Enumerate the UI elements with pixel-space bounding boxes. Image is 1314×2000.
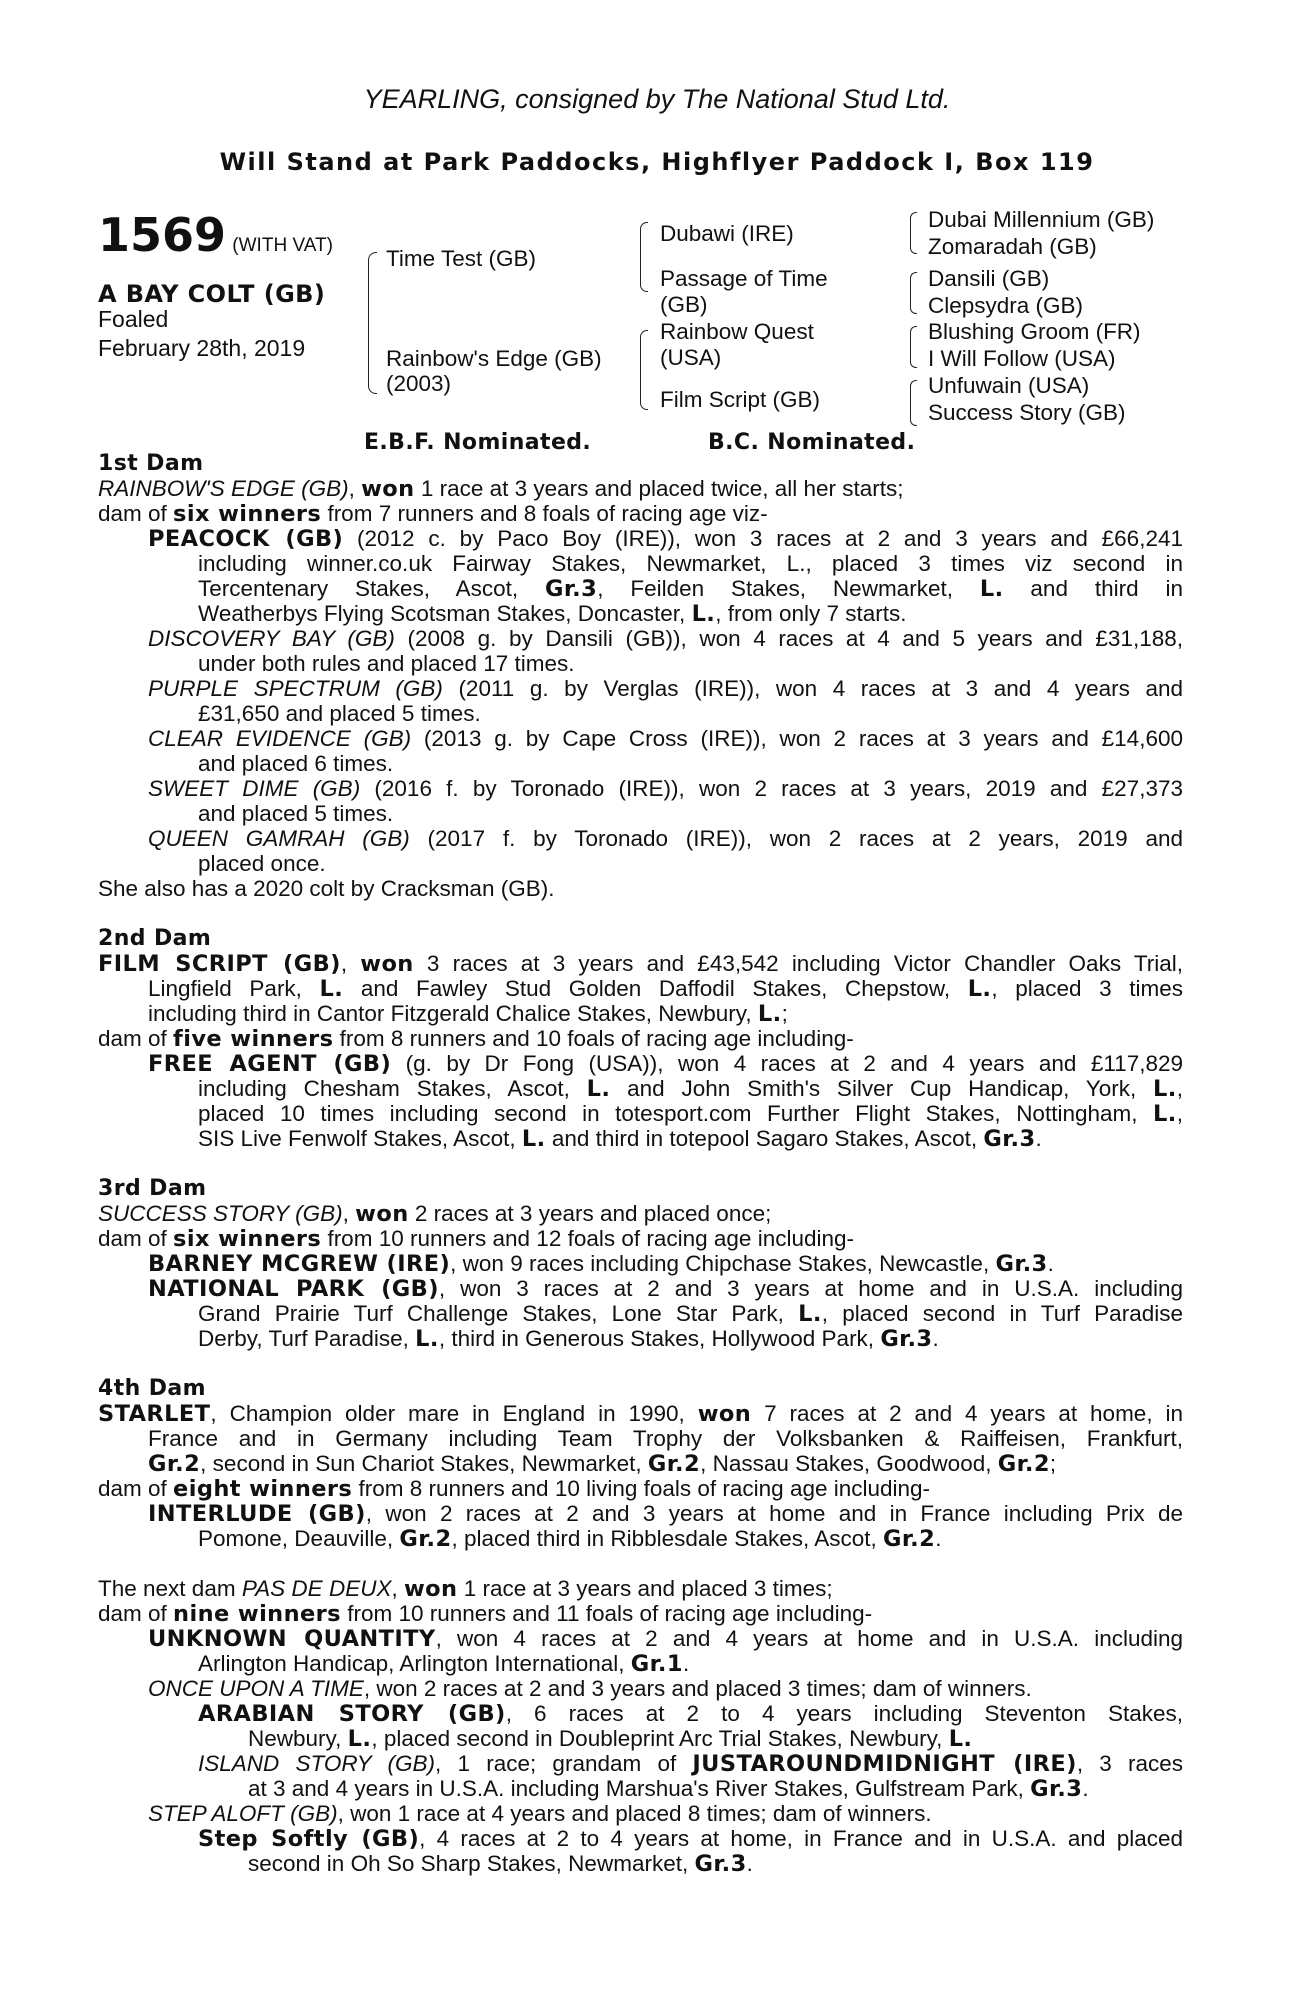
produce-detail: and placed 5 times.: [198, 801, 394, 826]
text: dam of: [98, 501, 174, 526]
dam-line2: (2003): [386, 371, 452, 396]
won-label: won: [697, 1401, 752, 1426]
text: .: [935, 1526, 942, 1551]
text: , Champion older mare in England in 1990,: [210, 1401, 698, 1426]
grade: Gr.2: [997, 1451, 1050, 1477]
text: including third in Cantor Fitzgerald Chalice Stakes, Newbury,: [148, 1001, 758, 1026]
dam-dam-dam: Success Story (GB): [928, 400, 1126, 425]
dam-record-line: [98, 1576, 833, 1601]
text: (g. by Dr Fong (USA)), won 4 races at 2 and 4 years and £117,829: [391, 1051, 1183, 1076]
text: from 10 runners and 11 foals of racing age including-: [340, 1601, 873, 1626]
text: dam of: [98, 1476, 174, 1501]
horse-name: SWEET DIME (GB): [148, 776, 361, 801]
text: ,: [1176, 1076, 1183, 1101]
won-label: won: [403, 1576, 458, 1602]
dam-name: SUCCESS STORY (GB): [98, 1201, 343, 1226]
produce-detail: [248, 1851, 753, 1876]
grade: Gr.3: [1030, 1776, 1083, 1802]
produce-island-story: [198, 1751, 1183, 1776]
location-line: Will Stand at Park Paddocks, Highflyer Paddock I, Box 119: [219, 148, 1095, 176]
grade: L.: [415, 1326, 439, 1352]
text: .: [746, 1851, 753, 1876]
text: 7 races at 2 and 4 years at home, in: [751, 1401, 1183, 1426]
text: Weatherbys Flying Scotsman Stakes, Doncaster,: [198, 601, 692, 626]
text: and Fawley Stud Golden Daffodil Stakes, Chepstow,: [343, 976, 968, 1001]
sire: Time Test (GB): [386, 246, 537, 271]
text: dam of: [98, 1026, 174, 1051]
grade: L.: [967, 976, 992, 1001]
dam-sire-sire: Blushing Groom (FR): [928, 319, 1141, 344]
text: .: [1082, 1776, 1089, 1801]
text: , placed second in Turf Paradise: [821, 1301, 1183, 1326]
dam-sire-line1: Rainbow Quest: [660, 319, 814, 344]
text: ;: [781, 1001, 788, 1026]
text: (2012 c. by Paco Boy (IRE)), won 3 races at 2 and 3 years and £66,241: [343, 526, 1183, 551]
sire-sire-dam: Zomaradah (GB): [928, 234, 1097, 259]
text: Tercentenary Stakes, Ascot,: [198, 576, 546, 601]
sire-dam-dam: Clepsydra (GB): [928, 293, 1084, 318]
grade: Gr.2: [647, 1451, 701, 1477]
horse-name: PURPLE SPECTRUM (GB): [148, 676, 443, 701]
grade: L.: [948, 1726, 973, 1752]
text: second in Oh So Sharp Stakes, Newmarket,: [248, 1851, 695, 1876]
won-label: won: [360, 951, 414, 976]
text: ,: [342, 1201, 356, 1226]
ebf-nominated: E.B.F. Nominated.: [364, 430, 592, 455]
text: , from only 7 starts.: [715, 601, 907, 626]
grade: Gr.1: [630, 1651, 683, 1677]
fourth-dam-heading: 4th Dam: [98, 1376, 206, 1401]
text: (2008 g. by Dansili (GB)), won 4 races at 4 and 5 years and £31,188,: [394, 626, 1183, 651]
text: SIS Live Fenwolf Stakes, Ascot,: [198, 1126, 522, 1151]
text: (2013 g. by Cape Cross (IRE)), won 2 races at 3 years and £14,600: [411, 726, 1183, 751]
third-dam-heading: 3rd Dam: [98, 1176, 207, 1201]
produce-detail: including winner.co.uk Fairway Stakes, Newmarket, L., placed 3 times viz second in: [198, 551, 1183, 576]
horse-name: QUEEN GAMRAH (GB): [148, 826, 410, 851]
dam-dam-sire: Unfuwain (USA): [928, 373, 1090, 398]
foaled-date: February 28th, 2019: [98, 335, 306, 361]
produce-detail: [248, 1726, 972, 1751]
dam-dam: Film Script (GB): [660, 387, 820, 412]
dam-line1: Rainbow's Edge (GB): [386, 346, 602, 371]
grade: Gr.2: [148, 1451, 201, 1477]
text: ,: [391, 1576, 404, 1601]
sire-sire-sire: Dubai Millennium (GB): [928, 207, 1155, 232]
text: and John Smith's Silver Cup Handicap, York,: [610, 1076, 1154, 1101]
vat-label: (WITH VAT): [232, 235, 333, 256]
text: Derby, Turf Paradise,: [198, 1326, 416, 1351]
text: , placed second in Doubleprint Arc Trial Stakes, Newbury,: [371, 1726, 949, 1751]
text: Newbury,: [248, 1726, 348, 1751]
winners-count: nine winners: [173, 1601, 341, 1627]
text: , 1 race; grandam of: [435, 1751, 693, 1776]
text: and third in totepool Sagaro Stakes, Ascot,: [545, 1126, 984, 1151]
produce-step-aloft: [148, 1801, 932, 1826]
grade: L.: [691, 601, 716, 627]
text: , won 9 races including Chipchase Stakes, Newcastle,: [450, 1251, 996, 1276]
sire-dam-line2: (GB): [660, 292, 708, 317]
text: Grand Prairie Turf Challenge Stakes, Lone Star Park,: [198, 1301, 799, 1326]
text: , 4 races at 2 to 4 years at home, in France and in U.S.A. and placed: [419, 1826, 1183, 1851]
text: Lingfield Park,: [148, 976, 320, 1001]
first-dam-heading: 1st Dam: [98, 451, 204, 476]
won-label: won: [361, 476, 415, 502]
text: , placed third in Ribblesdale Stakes, Ascot,: [451, 1526, 884, 1551]
produce-detail: [198, 1651, 689, 1676]
text: dam of: [98, 1226, 174, 1251]
horse-name: PEACOCK (GB): [148, 526, 344, 551]
sire-dam-sire: Dansili (GB): [928, 266, 1050, 291]
dam-sire-dam: I Will Follow (USA): [928, 346, 1116, 371]
produce-detail: [248, 1776, 1089, 1801]
horse-name: CLEAR EVIDENCE (GB): [148, 726, 412, 751]
dam-name: FILM SCRIPT (GB): [98, 951, 341, 976]
text: and third in: [1003, 576, 1183, 601]
produce-unknown-quantity: [148, 1626, 1183, 1651]
text: , won 2 races at 2 and 3 years and placed 3 times; dam of winners.: [363, 1676, 1032, 1701]
horse-name: UNKNOWN QUANTITY: [148, 1626, 436, 1651]
foaled-label: Foaled: [98, 306, 169, 332]
text: .: [682, 1651, 690, 1676]
text: .: [1035, 1126, 1042, 1151]
grade: L.: [979, 576, 1004, 601]
produce-step-softly: [198, 1826, 1183, 1851]
text: (2011 g. by Verglas (IRE)), won 4 races at 3 and 4 years and: [442, 676, 1183, 701]
horse-name: INTERLUDE (GB): [148, 1501, 366, 1526]
text: , Feilden Stakes, Newmarket,: [597, 576, 980, 601]
horse-name: DISCOVERY BAY (GB): [148, 626, 395, 651]
text: The next dam: [98, 1576, 242, 1601]
grade: Gr.3: [880, 1326, 933, 1352]
lot-name: A BAY COLT (GB): [98, 280, 326, 308]
grade: Gr.3: [694, 1851, 747, 1877]
text: , third in Generous Stakes, Hollywood Park,: [438, 1326, 881, 1351]
text: ,: [348, 476, 362, 501]
sire-dam-line1: Passage of Time: [660, 266, 828, 291]
text: from 8 runners and 10 living foals of racing age including-: [352, 1476, 931, 1501]
won-label: won: [355, 1201, 409, 1227]
dam-name: STARLET: [98, 1401, 211, 1426]
bc-nominated: B.C. Nominated.: [708, 430, 916, 455]
horse-name: STEP ALOFT (GB): [148, 1801, 338, 1826]
text: ,: [340, 951, 361, 976]
horse-name: ONCE UPON A TIME: [148, 1676, 364, 1701]
grade: L.: [757, 1001, 782, 1027]
text: , placed 3 times: [991, 976, 1183, 1001]
horse-name: JUSTAROUNDMIDNIGHT (IRE): [692, 1751, 1077, 1776]
sire-sire: Dubawi (IRE): [660, 221, 794, 246]
text: ,: [1176, 1101, 1183, 1126]
text: , 6 races at 2 to 4 years including Steventon Stakes,: [505, 1701, 1183, 1726]
text: 1 race at 3 years and placed 3 times;: [457, 1576, 833, 1601]
dam-record-detail: France and in Germany including Team Trophy der Volksbanken & Raiffeisen, Frankfurt,: [148, 1426, 1183, 1451]
winners-count: six winners: [173, 1226, 322, 1252]
produce-detail: and placed 6 times.: [198, 751, 394, 776]
text: 1 race at 3 years and placed twice, all her starts;: [414, 476, 904, 501]
text: .: [1047, 1251, 1054, 1276]
dam-name: RAINBOW'S EDGE (GB): [98, 476, 349, 501]
dam-produce-summary: [98, 1601, 872, 1626]
produce-detail: under both rules and placed 17 times.: [198, 651, 575, 676]
text: , second in Sun Chariot Stakes, Newmarket,: [200, 1451, 648, 1476]
text: , won 4 races at 2 and 4 years at home and in U.S.A. including: [435, 1626, 1183, 1651]
text: dam of: [98, 1601, 174, 1626]
grade: L.: [347, 1726, 372, 1752]
grade: Gr.3: [995, 1251, 1048, 1277]
text: from 7 runners and 8 foals of racing age viz-: [321, 501, 768, 526]
produce-arabian-story: [198, 1701, 1183, 1726]
text: (2017 f. by Toronado (IRE)), won 2 races at 2 years, 2019 and: [409, 826, 1183, 851]
grade: L.: [521, 1126, 546, 1152]
horse-name: ISLAND STORY (GB): [198, 1751, 436, 1776]
horse-name: NATIONAL PARK (GB): [148, 1276, 439, 1301]
text: at 3 and 4 years in U.S.A. including Marshua's River Stakes, Gulfstream Park,: [248, 1776, 1031, 1801]
text: (2016 f. by Toronado (IRE)), won 2 races at 3 years, 2019 and £27,373: [360, 776, 1183, 801]
grade: L.: [586, 1076, 611, 1101]
text: 2 races at 3 years and placed once;: [408, 1201, 772, 1226]
text: Arlington Handicap, Arlington International,: [198, 1651, 631, 1676]
produce-detail: £31,650 and placed 5 times.: [198, 701, 481, 726]
text: including Chesham Stakes, Ascot,: [198, 1076, 587, 1101]
text: , won 1 race at 4 years and placed 8 times; dam of winners.: [337, 1801, 932, 1826]
text: , won 3 races at 2 and 3 years at home and in U.S.A. including: [438, 1276, 1183, 1301]
text: .: [932, 1326, 939, 1351]
winners-count: eight winners: [173, 1476, 353, 1502]
grade: L.: [798, 1301, 822, 1326]
produce-detail: placed once.: [198, 851, 326, 876]
horse-name: FREE AGENT (GB): [148, 1051, 392, 1076]
text: , won 2 races at 2 and 3 years at home and in France including Prix de: [365, 1501, 1183, 1526]
dam-sire-line2: (USA): [660, 345, 722, 370]
text: , Nassau Stakes, Goodwood,: [700, 1451, 998, 1476]
grade: L.: [1153, 1101, 1177, 1126]
horse-name: BARNEY MCGREW (IRE): [148, 1251, 451, 1277]
dam-name: PAS DE DEUX: [241, 1576, 392, 1601]
grade: Gr.3: [983, 1126, 1036, 1152]
text: 3 races at 3 years and £43,542 including Victor Chandler Oaks Trial,: [413, 951, 1183, 976]
grade: L.: [1153, 1076, 1177, 1101]
text: from 8 runners and 10 foals of racing age including-: [333, 1026, 854, 1051]
lot-number: 1569: [98, 208, 227, 262]
horse-name: ARABIAN STORY (GB): [198, 1701, 506, 1726]
text: Pomone, Deauville,: [198, 1526, 400, 1551]
produce-once-upon-a-time: [148, 1676, 1032, 1701]
text: from 10 runners and 12 foals of racing age including-: [321, 1226, 855, 1251]
grade: L.: [319, 976, 344, 1001]
grade: Gr.2: [883, 1526, 936, 1552]
grade: Gr.3: [545, 576, 598, 601]
text: placed 10 times including second in totesport.com Further Flight Stakes, Nottingham,: [198, 1101, 1154, 1126]
winners-count: six winners: [173, 501, 322, 527]
second-dam-heading: 2nd Dam: [98, 926, 212, 951]
winners-count: five winners: [173, 1026, 334, 1052]
grade: Gr.2: [399, 1526, 452, 1552]
horse-name: Step Softly (GB): [198, 1826, 420, 1851]
dam-also-note: She also has a 2020 colt by Cracksman (GB).: [98, 876, 555, 901]
consignor-line: YEARLING, consigned by The National Stud Ltd.: [363, 84, 951, 114]
text: , 3 races: [1076, 1751, 1183, 1776]
text: ;: [1049, 1451, 1057, 1476]
